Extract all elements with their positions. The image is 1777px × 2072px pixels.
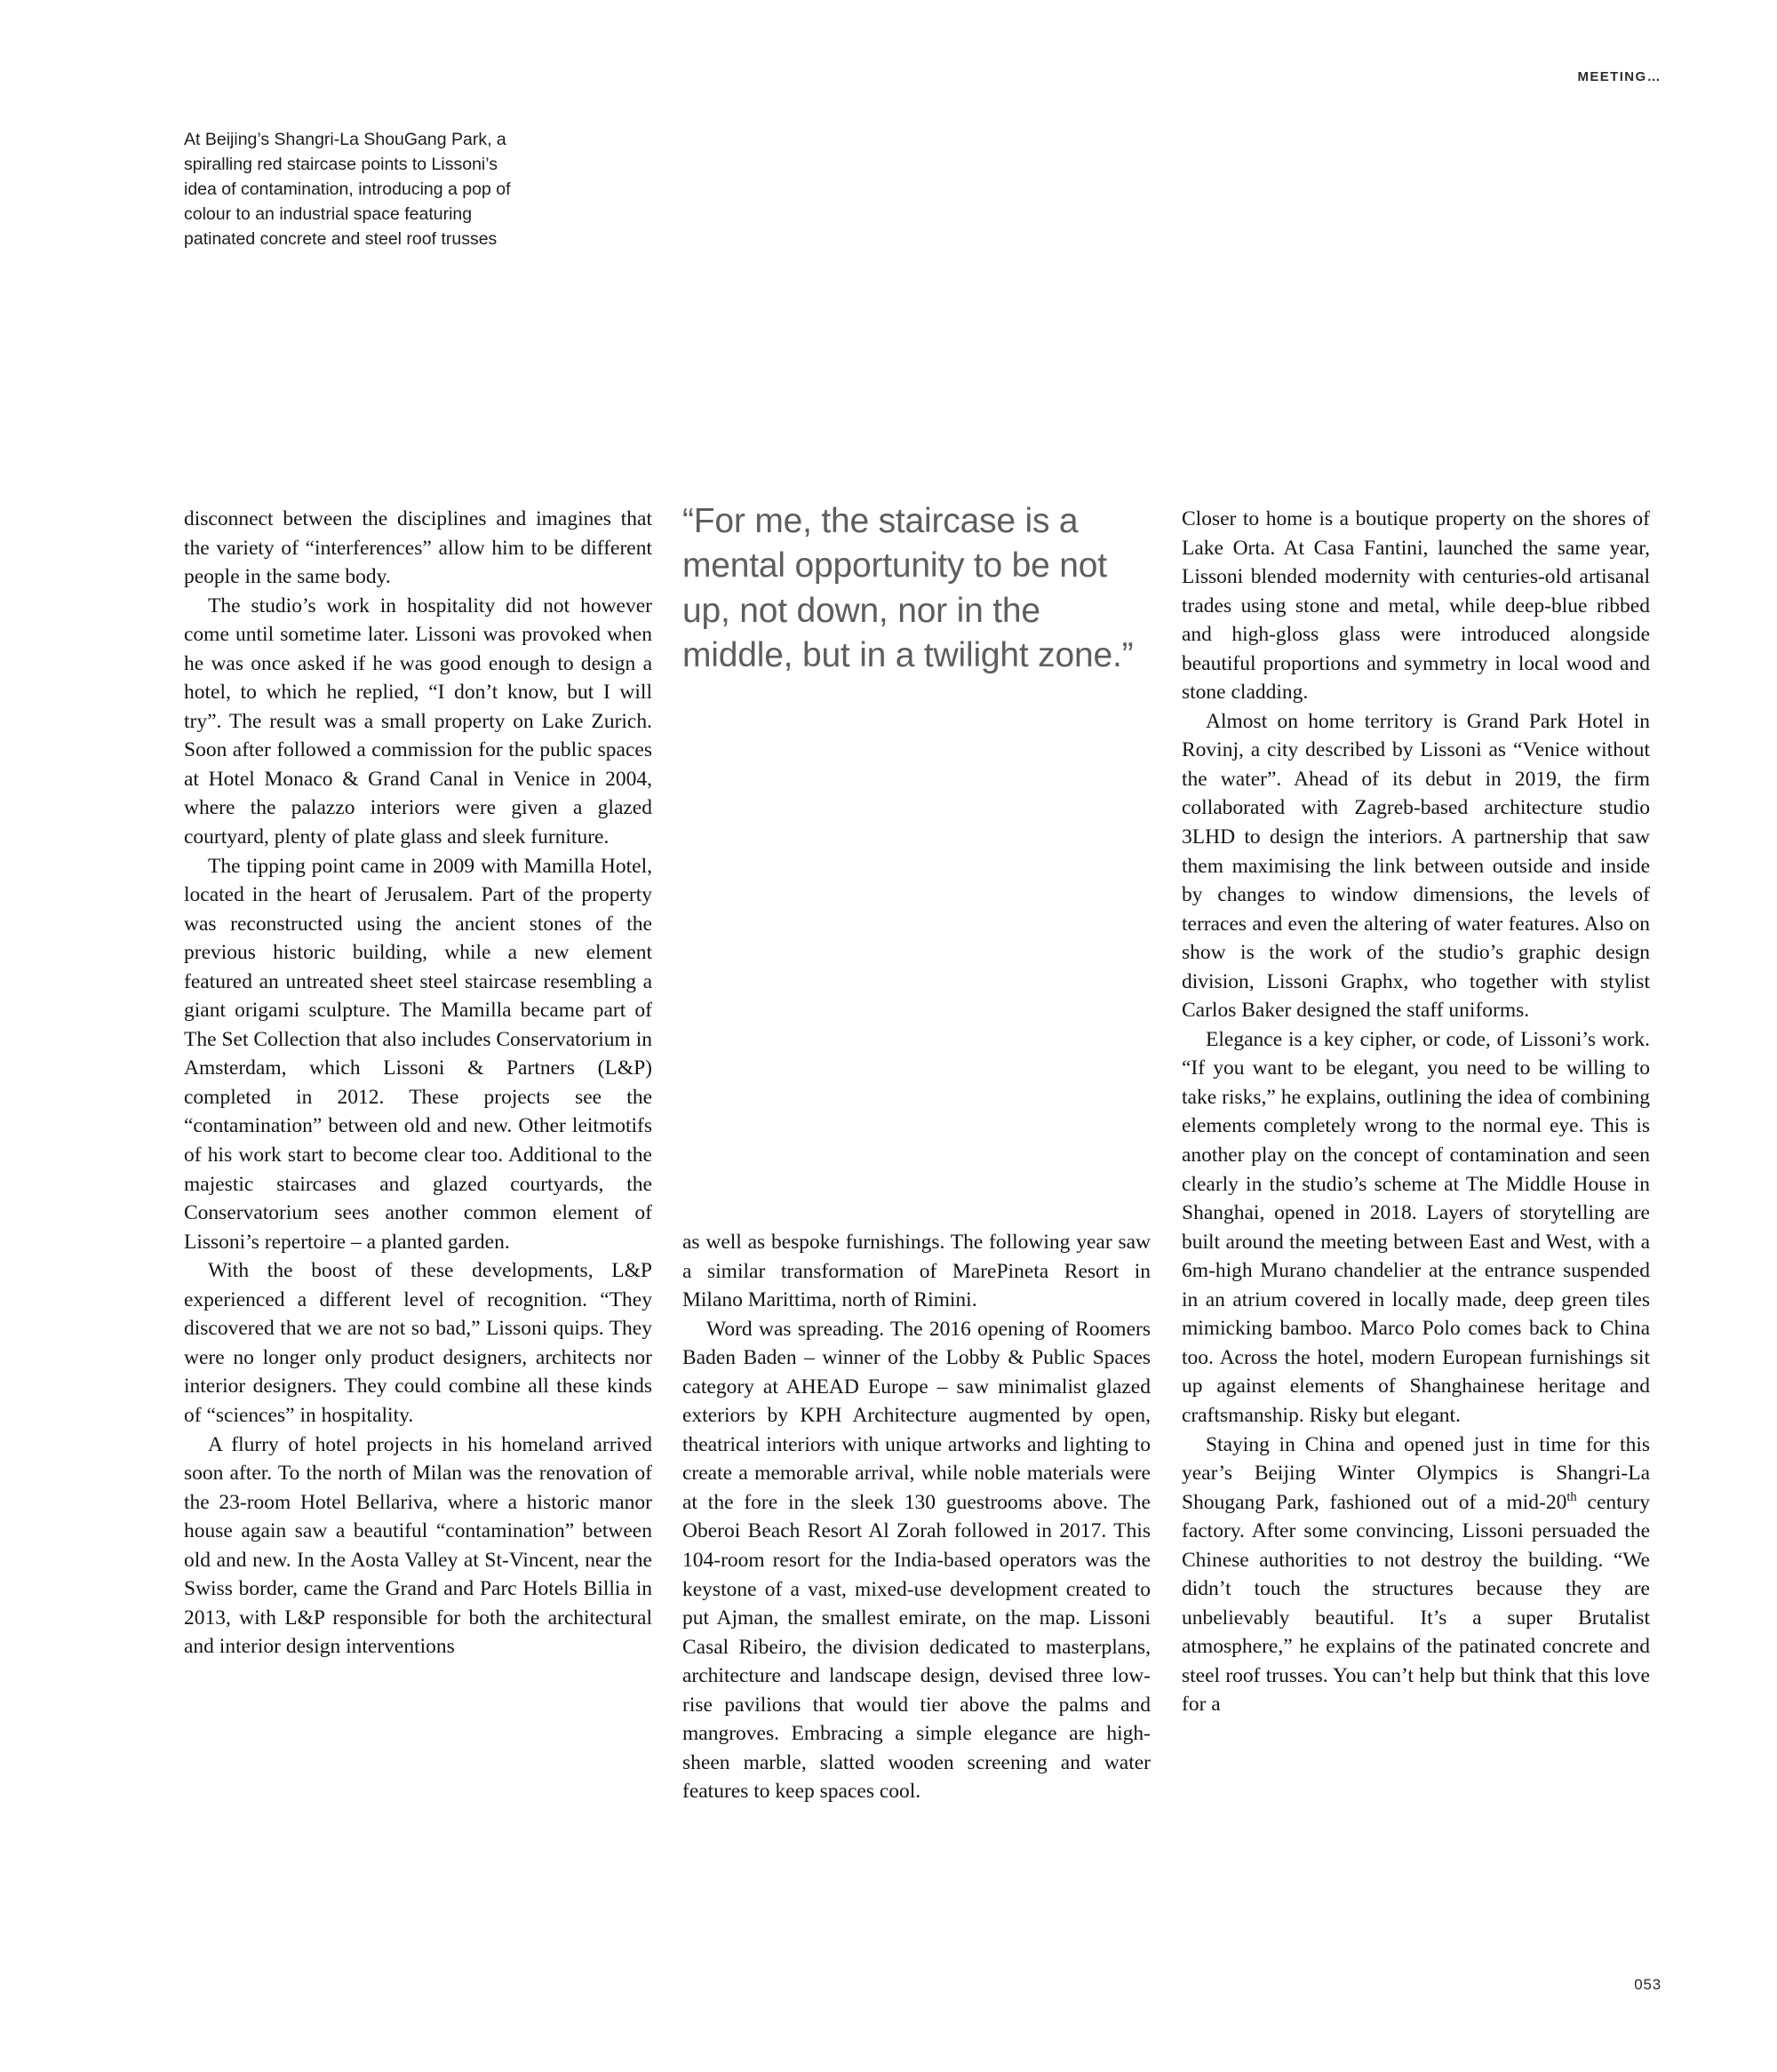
body-column-1 xyxy=(184,505,652,1662)
paragraph: disconnect between the disciplines and imagines that the variety of “interferences” allow him to be different people in the same body. xyxy=(184,507,652,589)
pull-quote: “For me, the staircase is a mental opportunity to be not up, not down, nor in the middle, but in a twilight zone.” xyxy=(682,502,1134,674)
body-column-3 xyxy=(1182,505,1650,1719)
paragraph-text-pre: Staying in China and opened just in time for this year’s Beijing Winter Olympics is Shangri-La Shougang Park, fashioned out of a mid-20 xyxy=(1182,1432,1650,1514)
paragraph: The tipping point came in 2009 with Mamilla Hotel, located in the heart of Jerusalem. Part of the property was reconstructed using the ancient stones of the previous historic building, while a new element featured an untreated sheet steel staircase resembling a giant origami sculpture. The Mamilla became part of The Set Collection that also includes Conservatorium in Amsterdam, which Lissoni & Partners (L&P) completed in 2012. These projects see the “contamination” between old and new. Other leitmotifs of his work start to become clear too. Additional to the majestic staircases and glazed courtyards, the Conservatorium sees another common element of Lissoni’s repertoire – a planted garden. xyxy=(184,854,652,1254)
body-column-2 xyxy=(682,1228,1151,1806)
running-head: MEETING… xyxy=(1577,69,1661,84)
paragraph: Elegance is a key cipher, or code, of Lissoni’s work. “If you want to be elegant, you need to be willing to take risks,” he explains, outlining the idea of combining elements completely wrong to the normal eye. This is another play on the concept of contamination and seen clearly in the studio’s scheme at The Middle House in Shanghai, opened in 2018. Layers of storytelling are built around the meeting between East and West, with a 6m-high Murano chandelier at the entrance suspended in an atrium covered in locally made, deep green tiles mimicking bamboo. Marco Polo comes back to China too. Across the hotel, modern European furnishings sit up against elements of Shanghainese heritage and craftsmanship. Risky but elegant. xyxy=(1182,1027,1650,1427)
paragraph: Almost on home territory is Grand Park Hotel in Rovinj, a city described by Lissoni as “Venice without the water”. Ahead of its debut in 2019, the firm collaborated with Zagreb-based architecture studio 3LHD to design the interiors. A partnership that saw them maximising the link between outside and inside by changes to window dimensions, the levels of terraces and even the altering of water features. Also on show is the work of the studio’s graphic design division, Lissoni Graphx, who together with stylist Carlos Baker designed the staff uniforms. xyxy=(1182,709,1650,1023)
paragraph-text-post: century factory. After some convincing, Lissoni persuaded the Chinese authorities to not destroy the building. “We didn’t touch the structures because they are unbelievably beautiful. It’s a super Brutalist atmosphere,” he explains of the patinated concrete and steel roof trusses. You can’t help but think that this love for a xyxy=(1182,1490,1651,1717)
paragraph: With the boost of these developments, L&P experienced a different level of recognition. “They discovered that we are not so bad,” Lissoni quips. They were no longer only product designers, architects nor interior designers. They could combine all these kinds of “sciences” in hospitality. xyxy=(184,1259,652,1427)
page-number: 053 xyxy=(1634,1976,1661,1993)
paragraph: The studio’s work in hospitality did not however come until sometime later. Lissoni was provoked when he was once asked if he was good enough to design a hotel, to which he replied, “I don’t know, but I will try”. The result was a small property on Lake Zurich. Soon after followed a commission for the public spaces at Hotel Monaco & Grand Canal in Venice in 2004, where the palazzo interiors were given a glazed courtyard, plenty of plate glass and sleek furniture. xyxy=(184,594,652,849)
paragraph: A flurry of hotel projects in his homeland arrived soon after. To the north of Milan was the renovation of the 23-room Hotel Bellariva, where a historic manor house again saw a beautiful “contamination” between old and new. In the Aosta Valley at St-Vincent, near the Swiss border, came the Grand and Parc Hotels Billia in 2013, with L&P responsible for both the architectural and interior design interventions xyxy=(184,1432,652,1659)
paragraph: Word was spreading. The 2016 opening of Roomers Baden Baden – winner of the Lobby & Public Spaces category at AHEAD Europe – saw minimalist glazed exteriors by KPH Architecture augmented by open, theatrical interiors with unique artworks and lighting to create a memorable arrival, while noble materials were at the fore in the sleek 130 guestrooms above. The Oberoi Beach Resort Al Zorah followed in 2017. This 104-room resort for the India-based operators was the keystone of a vast, mixed-use development created to put Ajman, the smallest emirate, on the map. Lissoni Casal Ribeiro, the division dedicated to masterplans, architecture and landscape design, devised three low-rise pavilions that would tier above the palms and mangroves. Embracing a simple elegance are high-sheen marble, slatted wooden screening and water features to keep spaces cool. xyxy=(682,1317,1151,1804)
paragraph: as well as bespoke furnishings. The following year saw a similar transformation of MarePineta Resort in Milano Marittima, north of Rimini. xyxy=(682,1231,1151,1312)
image-caption: At Beijing’s Shangri-La ShouGang Park, a spiralling red staircase points to Lissoni’s idea of contamination, introducing a pop of colour to an industrial space featuring patinated concrete and steel roof trusses xyxy=(184,130,511,249)
paragraph-with-superscript xyxy=(1182,1430,1650,1719)
paragraph: Closer to home is a boutique property on the shores of Lake Orta. At Casa Fantini, launched the same year, Lissoni blended modernity with centuries-old artisanal trades using stone and metal, while deep-blue ribbed and high-gloss glass were introduced alongside beautiful proportions and symmetry in local wood and stone cladding. xyxy=(1182,507,1650,705)
ordinal-superscript: th xyxy=(1566,1489,1577,1504)
